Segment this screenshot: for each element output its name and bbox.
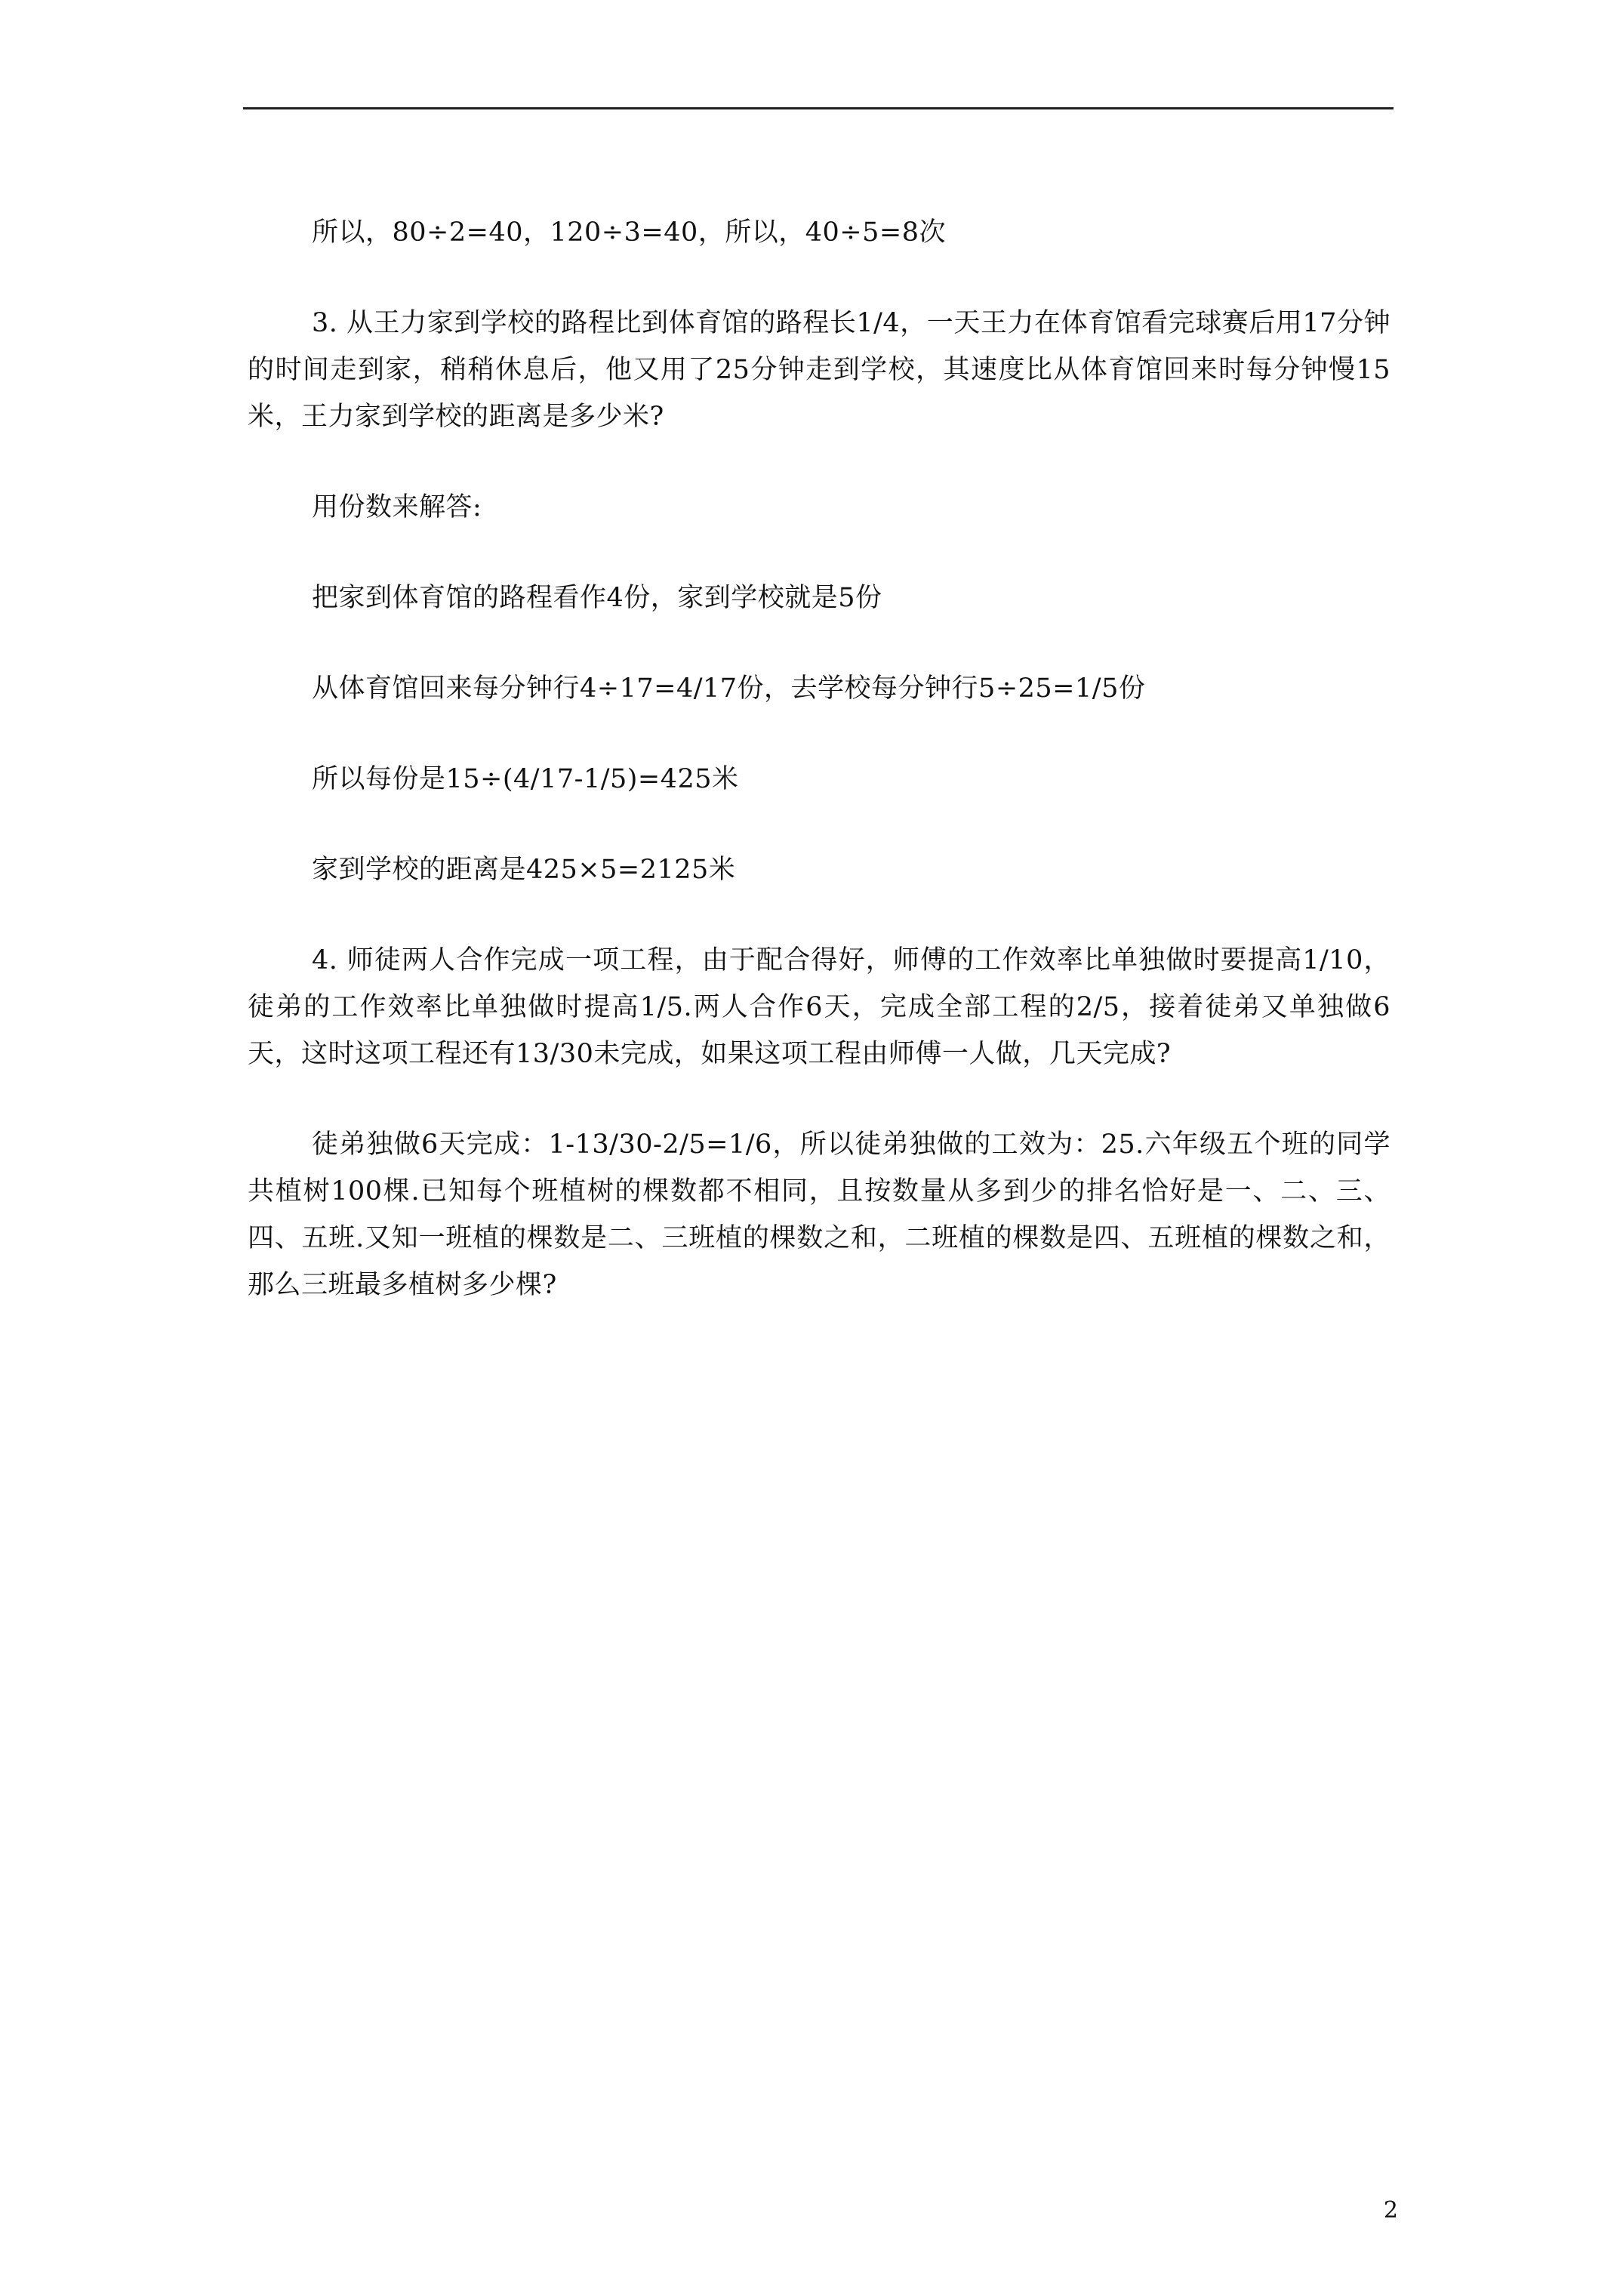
page-number: 2 (1383, 2197, 1398, 2224)
paragraph-question-3: 3. 从王力家到学校的路程比到体育馆的路程长1/4，一天王力在体育馆看完球赛后用17分钟的时间走到家，稍稍休息后，他又用了25分钟走到学校，其速度比从体育馆回来时每分钟慢15米，王力家到学校的距离是多少米? (248, 308, 1390, 432)
paragraph-answer-1: 所以，80÷2=40，120÷3=40，所以，40÷5=8次 (312, 217, 946, 248)
paragraph-answer-4: 徒弟独做6天完成：1-13/30-2/5=1/6，所以徒弟独做的工效为：25.六年级五个班的同学共植树100棵.已知每个班植树的棵数都不相同，且按数量从多到少的排名恰好是一、二、三、四、五班.又知一班植的棵数是二、三班植的棵数之和，二班植的棵数是四、五班植的棵数之和，那么三班最多植树多少棵? (248, 1130, 1390, 1300)
paragraph-question-4: 4. 师徒两人合作完成一项工程，由于配合得好，师傅的工作效率比单独做时要提高1/10，徒弟的工作效率比单独做时提高1/5.两人合作6天，完成全部工程的2/5，接着徒弟又单独做6天，这时这项工程还有13/30未完成，如果这项工程由师傅一人做，几天完成? (248, 945, 1390, 1069)
header-rule (243, 107, 1394, 109)
paragraph-step-3: 所以每份是15÷(4/17-1/5)=425米 (312, 764, 739, 794)
document-body (248, 209, 1390, 1352)
paragraph-method: 用份数来解答: (312, 492, 482, 522)
paragraph-step-1: 把家到体育馆的路程看作4份，家到学校就是5份 (312, 583, 882, 613)
paragraph-step-4: 家到学校的距离是425×5=2125米 (312, 855, 736, 885)
paragraph-step-2: 从体育馆回来每分钟行4÷17=4/17份，去学校每分钟行5÷25=1/5份 (312, 673, 1146, 704)
